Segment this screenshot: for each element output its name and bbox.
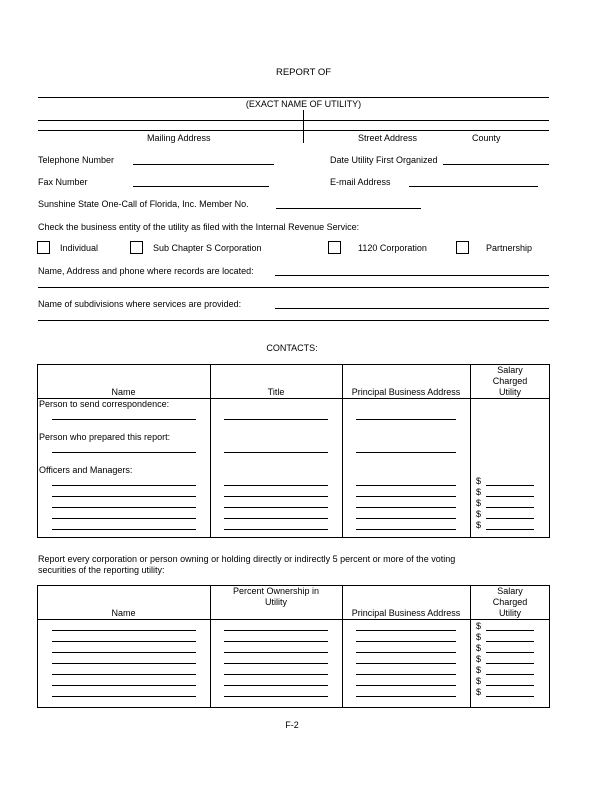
officer-address-field[interactable] bbox=[356, 485, 456, 486]
email-label: E-mail Address bbox=[330, 177, 391, 187]
telephone-label: Telephone Number bbox=[38, 155, 115, 165]
dollar-sign: $ bbox=[476, 476, 482, 486]
contacts-col-name: Name bbox=[111, 387, 136, 397]
owner-name-field[interactable] bbox=[52, 696, 196, 697]
owner-name-field[interactable] bbox=[52, 674, 196, 675]
dollar-sign: $ bbox=[476, 676, 482, 686]
owner-salary-field[interactable] bbox=[486, 696, 534, 697]
officer-name-field[interactable] bbox=[52, 529, 196, 530]
ownership-intro: Report every corporation or person owning or holding directly or indirectly 5 percent or more of the voting securities of the reporting utility: bbox=[38, 554, 456, 575]
owner-name-field[interactable] bbox=[52, 652, 196, 653]
records-field-1[interactable] bbox=[275, 275, 549, 276]
percent-field[interactable] bbox=[224, 663, 328, 664]
owner-name-field[interactable] bbox=[52, 641, 196, 642]
ownership-col-divider-3 bbox=[470, 585, 471, 708]
ownership-col-salary: Salary Charged Utility bbox=[492, 586, 528, 618]
address-line-1[interactable] bbox=[38, 120, 549, 121]
percent-field[interactable] bbox=[224, 641, 328, 642]
dollar-sign: $ bbox=[476, 520, 482, 530]
officer-name-field[interactable] bbox=[52, 507, 196, 508]
individual-checkbox[interactable] bbox=[37, 241, 50, 254]
prepared-label: Person who prepared this report: bbox=[39, 432, 171, 442]
salary-field[interactable] bbox=[486, 529, 534, 530]
ownership-col-percent: Percent Ownership in Utility bbox=[232, 586, 320, 607]
contacts-col-address: Principal Business Address bbox=[351, 387, 461, 397]
officer-name-field[interactable] bbox=[52, 485, 196, 486]
subchapter-s-checkbox[interactable] bbox=[130, 241, 143, 254]
address-field[interactable] bbox=[356, 452, 456, 453]
dollar-sign: $ bbox=[476, 687, 482, 697]
owner-name-field[interactable] bbox=[52, 685, 196, 686]
mailing-address-label: Mailing Address bbox=[147, 133, 211, 143]
percent-field[interactable] bbox=[224, 696, 328, 697]
contacts-col-title: Title bbox=[267, 387, 285, 397]
date-organized-label: Date Utility First Organized bbox=[330, 155, 438, 165]
officer-address-field[interactable] bbox=[356, 507, 456, 508]
address-field[interactable] bbox=[356, 419, 456, 420]
title-field[interactable] bbox=[224, 419, 328, 420]
contacts-title: CONTACTS: bbox=[266, 343, 318, 353]
county-label: County bbox=[472, 133, 501, 143]
owner-name-field[interactable] bbox=[52, 663, 196, 664]
owner-salary-field[interactable] bbox=[486, 652, 534, 653]
owner-name-field[interactable] bbox=[52, 630, 196, 631]
officer-name-field[interactable] bbox=[52, 496, 196, 497]
dollar-sign: $ bbox=[476, 621, 482, 631]
ownership-col-divider-2 bbox=[342, 585, 343, 708]
owner-address-field[interactable] bbox=[356, 674, 456, 675]
percent-field[interactable] bbox=[224, 630, 328, 631]
owner-address-field[interactable] bbox=[356, 641, 456, 642]
utility-name-line[interactable] bbox=[38, 97, 549, 98]
subdivisions-field-1[interactable] bbox=[275, 308, 549, 309]
sunshine-field[interactable] bbox=[276, 208, 421, 209]
ownership-header-divider bbox=[37, 619, 550, 620]
street-address-label: Street Address bbox=[358, 133, 418, 143]
owner-address-field[interactable] bbox=[356, 696, 456, 697]
dollar-sign: $ bbox=[476, 498, 482, 508]
records-label: Name, Address and phone where records are located: bbox=[38, 266, 254, 276]
telephone-field[interactable] bbox=[133, 164, 274, 165]
partnership-checkbox[interactable] bbox=[456, 241, 469, 254]
title-field[interactable] bbox=[224, 452, 328, 453]
ownership-col-address: Principal Business Address bbox=[351, 608, 461, 618]
correspondence-label: Person to send correspondence: bbox=[39, 399, 170, 409]
owner-salary-field[interactable] bbox=[486, 641, 534, 642]
percent-field[interactable] bbox=[224, 674, 328, 675]
owner-address-field[interactable] bbox=[356, 652, 456, 653]
subdivisions-label: Name of subdivisions where services are provided: bbox=[38, 299, 242, 309]
report-title: REPORT OF bbox=[275, 67, 332, 78]
ownership-col-name: Name bbox=[111, 608, 136, 618]
officer-title-field[interactable] bbox=[224, 507, 328, 508]
salary-field[interactable] bbox=[486, 485, 534, 486]
officer-title-field[interactable] bbox=[224, 496, 328, 497]
percent-field[interactable] bbox=[224, 652, 328, 653]
officer-title-field[interactable] bbox=[224, 518, 328, 519]
sunshine-label: Sunshine State One-Call of Florida, Inc. Member No. bbox=[38, 199, 249, 209]
officer-title-field[interactable] bbox=[224, 529, 328, 530]
partnership-label: Partnership bbox=[486, 243, 533, 253]
officer-address-field[interactable] bbox=[356, 518, 456, 519]
owner-address-field[interactable] bbox=[356, 663, 456, 664]
percent-field[interactable] bbox=[224, 685, 328, 686]
name-field[interactable] bbox=[52, 419, 196, 420]
individual-label: Individual bbox=[60, 243, 99, 253]
dollar-sign: $ bbox=[476, 654, 482, 664]
owner-salary-field[interactable] bbox=[486, 630, 534, 631]
page-number: F-2 bbox=[285, 720, 299, 730]
email-field[interactable] bbox=[409, 186, 538, 187]
fax-field[interactable] bbox=[133, 186, 269, 187]
records-field-2[interactable] bbox=[38, 287, 549, 288]
ownership-col-divider-1 bbox=[210, 585, 211, 708]
officer-title-field[interactable] bbox=[224, 485, 328, 486]
corporation-1120-checkbox[interactable] bbox=[328, 241, 341, 254]
name-field[interactable] bbox=[52, 452, 196, 453]
officer-address-field[interactable] bbox=[356, 496, 456, 497]
utility-name-label: (EXACT NAME OF UTILITY) bbox=[245, 99, 362, 109]
officers-label: Officers and Managers: bbox=[39, 465, 133, 475]
dollar-sign: $ bbox=[476, 632, 482, 642]
entity-prompt: Check the business entity of the utility as filed with the Internal Revenue Service: bbox=[38, 222, 360, 232]
dollar-sign: $ bbox=[476, 643, 482, 653]
date-organized-field[interactable] bbox=[443, 164, 549, 165]
subchapter-s-label: Sub Chapter S Corporation bbox=[153, 243, 262, 253]
owner-salary-field[interactable] bbox=[486, 663, 534, 664]
owner-address-field[interactable] bbox=[356, 630, 456, 631]
address-line-2[interactable] bbox=[38, 130, 549, 131]
subdivisions-field-2[interactable] bbox=[38, 320, 549, 321]
dollar-sign: $ bbox=[476, 487, 482, 497]
owner-salary-field[interactable] bbox=[486, 674, 534, 675]
salary-field[interactable] bbox=[486, 518, 534, 519]
salary-field[interactable] bbox=[486, 507, 534, 508]
address-divider bbox=[303, 110, 304, 143]
dollar-sign: $ bbox=[476, 509, 482, 519]
officer-name-field[interactable] bbox=[52, 518, 196, 519]
dollar-sign: $ bbox=[476, 665, 482, 675]
contacts-col-divider-3 bbox=[470, 364, 471, 538]
corporation-1120-label: 1120 Corporation bbox=[358, 243, 427, 253]
officer-address-field[interactable] bbox=[356, 529, 456, 530]
owner-address-field[interactable] bbox=[356, 685, 456, 686]
fax-label: Fax Number bbox=[38, 177, 88, 187]
salary-field[interactable] bbox=[486, 496, 534, 497]
contacts-col-salary: Salary Charged Utility bbox=[492, 365, 528, 397]
owner-salary-field[interactable] bbox=[486, 685, 534, 686]
